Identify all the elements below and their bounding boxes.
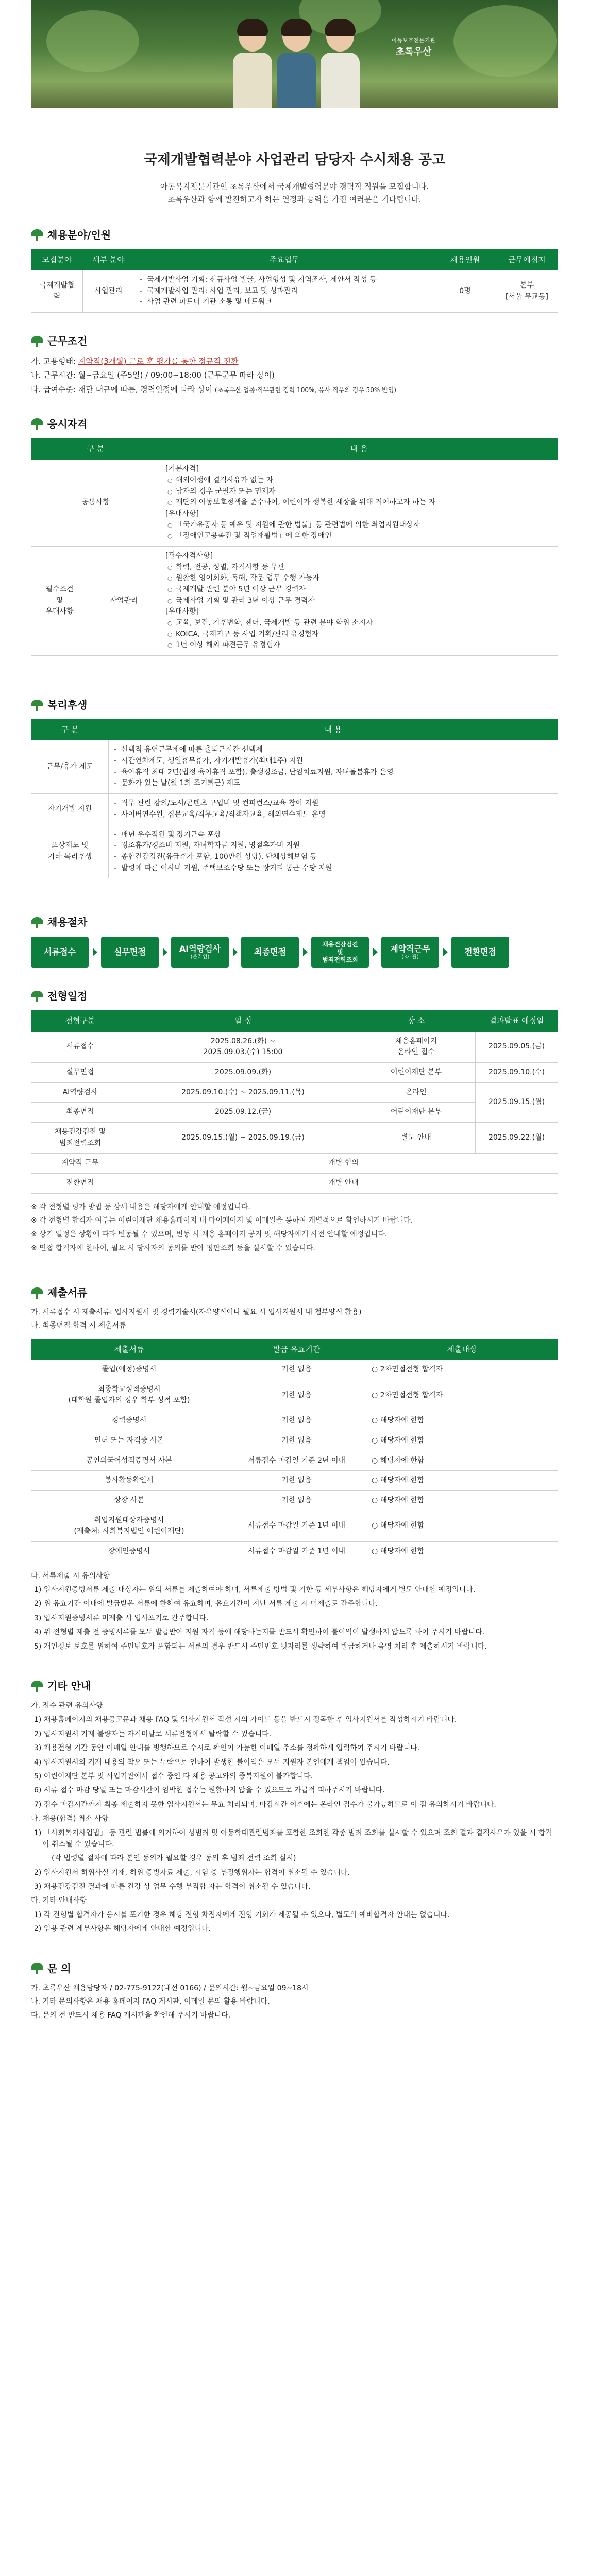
child-figure (319, 21, 361, 108)
arrow-right-icon (161, 948, 169, 956)
step-label: 실무면접 (114, 947, 146, 957)
bullet-icon: ○ (372, 1521, 380, 1530)
table-cell: 0명 (434, 270, 496, 313)
condition-text: 다. 급여수준: 재단 내규에 따름, 경력인정에 따라 상이 (31, 384, 213, 394)
table-cell: 2025.09.22.(월) (476, 1122, 558, 1153)
bullet-icon: ○ (372, 1476, 380, 1485)
list-item: 2) 위 유효기간 이내에 발급받은 서류에 한하여 유효하며, 유효기간이 지난 서류 제출 시 미제출로 간주합니다. (34, 1600, 378, 1608)
list-item: ○ 국제개발 관련 분야 5년 이상 근무 경력자 (165, 584, 552, 596)
target-text: 해당자에 한함 (380, 1476, 425, 1485)
step-label: 최종면접 (254, 947, 286, 957)
table-cell: 어린이재단 본부 (357, 1103, 476, 1123)
table-row (31, 546, 558, 655)
tree-icon (31, 991, 43, 1002)
table-cell (109, 794, 558, 825)
table-cell (160, 460, 558, 547)
section-heading-label: 기타 안내 (47, 1680, 91, 1692)
table-row (31, 270, 558, 313)
bullet-icon: ○ (372, 1391, 380, 1399)
section-welfare (31, 697, 558, 878)
recruit-table (31, 249, 558, 313)
table-header: 내 용 (160, 438, 558, 459)
arrow-right-icon (301, 948, 309, 956)
tree-icon (31, 700, 43, 711)
table-cell: 면허 또는 자격증 사본 (31, 1431, 227, 1451)
list-title: 다. 기타 안내사항 (31, 1896, 87, 1905)
table-cell (134, 270, 434, 313)
target-text: 해당자에 한함 (380, 1436, 425, 1445)
bullet-icon: ○ (372, 1456, 380, 1465)
contact-line: 다. 문의 전 반드시 채용 FAQ 게시판을 확인해 주시기 바랍니다. (31, 2011, 231, 2020)
tree-icon (31, 336, 43, 347)
table-cell: 전환면접 (31, 1174, 129, 1194)
note-line: ※ 상기 일정은 상황에 따라 변동될 수 있으며, 변동 시 채용 홈페이지 공지 및 해당자에게 사전 안내할 예정입니다. (31, 1230, 388, 1239)
table-cell (366, 1511, 558, 1541)
table-cell: 계약직 근무 (31, 1154, 129, 1174)
table-cell: 자기개발 지원 (31, 794, 109, 825)
list-item: 1) 각 전형별 합격자가 응시를 포기한 경우 해당 전형 차점자에게 전형 기회가 제공될 수 있으나, 별도의 예비합격자 안내는 없습니다. (34, 1910, 450, 1919)
list-item: - 사업 관련 파트너 기관 소통 및 네트워크 (140, 297, 429, 308)
list-item: 4) 입사지원서의 기재 내용의 착오 또는 누락으로 인하여 발생한 불이익은 모두 지원자 본인에게 책임이 있습니다. (34, 1758, 390, 1767)
list-item: - 문화가 있는 날(월 1회 조기퇴근) 제도 (114, 778, 552, 789)
banner-image (31, 0, 558, 108)
note-line: ※ 각 전형별 평가 방법 등 상세 내용은 해당자에게 안내할 예정입니다. (31, 1202, 250, 1211)
contact-lines (31, 1983, 558, 2022)
table-header: 주요업무 (134, 249, 434, 270)
table-cell: 채용홈페이지 온라인 접수 (357, 1031, 476, 1062)
arrow-right-icon (231, 948, 239, 956)
step-sublabel: (온라인) (190, 954, 210, 960)
banner-brand-text: 초록우산 (395, 46, 432, 58)
employment-type-link[interactable]: 계약직(3개월) 근로 후 평가를 통한 정규직 전환 (78, 357, 239, 366)
table-cell (366, 1541, 558, 1562)
table-row (31, 740, 558, 794)
list-item: ○ 재단의 아동보호정책을 준수하여, 어린이가 행복한 세상을 위해 거여하고자 하는 자 (165, 497, 552, 509)
banner-small-text: 아동보호전문기관 (392, 37, 436, 44)
condition-note: (초록우산 업종·직무관련 경력 100%, 유사 직무의 경우 50% 반영) (215, 386, 396, 394)
section-heading-label: 응시자격 (47, 417, 88, 430)
table-cell: 개별 협의 (129, 1154, 558, 1174)
table-cell: 2025.09.12.(금) (129, 1103, 357, 1123)
table-cell: 필수조건 및 우대사항 (31, 546, 88, 655)
table-cell (160, 546, 558, 655)
table-row (31, 1411, 558, 1431)
list-title: [기본자격] (165, 465, 199, 473)
list-item: - 종합건강검진(유급휴가 포함, 100만원 상당), 단체상해보험 등 (114, 852, 552, 863)
list-item: - 육아휴직 최대 2년(법정 육아휴직 포함), 출생경조금, 난임치료지원, 자녀돌봄휴가 운영 (114, 767, 552, 778)
condition-line (31, 384, 558, 396)
process-step (171, 937, 229, 968)
section-conditions (31, 333, 558, 396)
list-item: 3) 입사지원증빙서류 미제출 시 입사포기로 간주합니다. (34, 1614, 209, 1622)
list-item: - 사이버연수원, 집문교육/직무교육/직책자교육, 해외연수제도 운영 (114, 809, 552, 821)
table-cell: 서류접수 (31, 1031, 129, 1062)
section-process (31, 914, 558, 968)
table-cell: 상장 사본 (31, 1490, 227, 1511)
target-text: 2차면접전형 합격자 (380, 1365, 443, 1374)
table-cell: 기한 없음 (227, 1431, 366, 1451)
schedule-notes (31, 1202, 558, 1255)
list-item: 2) 임용 관련 세부사항은 해당자에게 안내할 예정입니다. (34, 1925, 211, 1934)
list-item: - 시간연차제도, 생일휴무휴가, 자기개발휴가(최대1주) 지원 (114, 756, 552, 767)
table-row (31, 1511, 558, 1541)
section-heading (31, 1285, 558, 1301)
table-cell: 실무면접 (31, 1062, 129, 1082)
list-item: 2) 입사지원서 허위사실 기재, 허위 증빙자료 제출, 시험 중 부정행위자는 합격이 취소될 수 있습니다. (34, 1868, 350, 1877)
table-header: 근무예정지 (496, 249, 558, 270)
section-etc (31, 1678, 558, 1935)
section-heading (31, 697, 558, 713)
step-label: 계약직근무 (390, 944, 430, 954)
table-cell: 공통사항 (31, 460, 160, 547)
bullet-icon: ○ (372, 1416, 380, 1425)
table-cell: 2025.09.10.(수) (476, 1062, 558, 1082)
list-item: - 발령에 따른 이사비 지원, 주택보조수당 또는 장거리 통근 수당 지원 (114, 863, 552, 874)
process-step (101, 937, 159, 968)
target-text: 2차면접전형 합격자 (380, 1391, 443, 1399)
section-heading (31, 227, 558, 243)
tree-icon (31, 1963, 43, 1974)
section-heading (31, 416, 558, 432)
process-step (381, 937, 439, 968)
section-heading-label: 전형일정 (47, 990, 88, 1003)
list-item: 6) 서류 접수 마감 당일 또는 마감시간이 임박한 접수는 원활하지 않을 수 있으므로 가급적 피하주시기 바랍니다. (34, 1786, 385, 1795)
target-text: 해당자에 한함 (380, 1521, 425, 1530)
list-item: ○ 교육, 보건, 기후변화, 젠더, 국제개발 등 관련 분야 학위 소지자 (165, 618, 552, 629)
list-item: - 직무 관련 강의/도서/콘텐츠 구입비 및 컨퍼런스/교육 참여 지원 (114, 798, 552, 809)
section-heading-label: 문 의 (47, 1962, 71, 1975)
section-contact (31, 1961, 558, 2022)
table-cell (109, 825, 558, 878)
table-header: 결과발표 예정일 (476, 1011, 558, 1031)
section-heading (31, 333, 558, 349)
list-item: ○ 1년 이상 해외 파견근무 유경험자 (165, 640, 552, 651)
list-item: ○ 국제사업 기획 및 관리 3년 이상 근무 경력자 (165, 596, 552, 607)
table-cell (366, 1490, 558, 1511)
table-cell: 온라인 (357, 1082, 476, 1103)
table-header: 구 분 (31, 720, 109, 740)
condition-prefix: 가. 고용형태: (31, 357, 78, 366)
list-item: 7) 접수 마감시간까지 최종 제출하지 못한 입사지원서는 무효 처리되며, 마감시간 이후에는 온라인 접수가 불가능하므로 이 점 유의하시기 바랍니다. (34, 1800, 496, 1809)
page-title: 국제개발협력분야 사업관리 담당자 수시채용 공고 (143, 152, 446, 168)
table-cell: 2025.09.15.(월) ~ 2025.09.19.(금) (129, 1122, 357, 1153)
contact-line: 가. 초록우산 채용담당자 / 02-775-9122(내선 0166) / 문의시간: 월~금요일 09~18시 (31, 1984, 309, 1992)
section-qualification (31, 416, 558, 656)
tree-icon (31, 917, 43, 928)
schedule-table (31, 1010, 558, 1193)
documents-table (31, 1339, 558, 1562)
table-header: 제출대상 (366, 1339, 558, 1360)
target-text: 해당자에 한함 (380, 1547, 425, 1555)
list-item: 2) 입사지원서 기재 불량자는 자격미달로 서류전형에서 탈락할 수 있습니다. (34, 1730, 272, 1738)
table-row (31, 1490, 558, 1511)
table-cell: 사업관리 (88, 546, 160, 655)
table-row (31, 1031, 558, 1062)
table-cell: 2025.08.26.(화) ~ 2025.09.03.(수) 15:00 (129, 1031, 357, 1062)
table-header: 구 분 (31, 438, 160, 459)
table-cell: 졸업(예정)증명서 (31, 1360, 227, 1380)
child-figure (276, 21, 317, 108)
list-item: ○ 해외여행에 결격사유가 없는 자 (165, 475, 552, 486)
step-sublabel: (3개월) (401, 954, 419, 960)
section-recruit (31, 227, 558, 313)
intro-line: 초록우산과 함께 발전하고자 하는 열정과 능력을 가진 여러분을 기다립니다. (167, 195, 422, 205)
table-row (31, 1431, 558, 1451)
table-cell: 2025.09.15.(월) (476, 1082, 558, 1122)
table-cell: 별도 안내 (357, 1122, 476, 1153)
list-item: - 선택적 유연근무제에 따른 출퇴근시간 선택제 (114, 744, 552, 756)
process-step (241, 937, 299, 968)
table-row (31, 1122, 558, 1153)
note-line: ※ 면접 합격자에 한하여, 필요 시 당사자의 동의를 받아 평판조회 등을 실시할 수 있습니다. (31, 1244, 315, 1252)
table-header: 일 정 (129, 1011, 357, 1031)
table-cell: 채용건강검진 및 범죄전력조회 (31, 1122, 129, 1153)
table-cell: 기한 없음 (227, 1471, 366, 1491)
table-row (31, 1471, 558, 1491)
process-step (31, 937, 89, 968)
list-title: [우대사항] (165, 607, 199, 616)
list-item: ○ 「장애인고용촉진 및 직업재활법」에 의한 장애인 (165, 531, 552, 542)
list-title: [필수자격사항] (165, 551, 213, 560)
contact-line: 나. 기타 문의사항은 채용 홈페이지 FAQ 게시판, 이메일 문의 활용 바랍니다. (31, 1997, 270, 2006)
child-figure (232, 21, 273, 108)
section-heading (31, 914, 558, 930)
bullet-icon: ○ (372, 1365, 380, 1374)
table-row (31, 1380, 558, 1411)
table-header: 모집분야 (31, 249, 83, 270)
table-cell: 서류접수 마감일 기준 1년 이내 (227, 1541, 366, 1562)
table-cell: 장애인증명서 (31, 1541, 227, 1562)
table-cell (366, 1451, 558, 1471)
table-header: 장 소 (357, 1011, 476, 1031)
table-row (31, 1541, 558, 1562)
table-cell: 기한 없음 (227, 1380, 366, 1411)
table-cell: 최종학교성적증명서 (대학원 졸업자의 경우 학부 성적 포함) (31, 1380, 227, 1411)
section-schedule (31, 988, 558, 1254)
list-title: 가. 접수 관련 유의사항 (31, 1702, 103, 1710)
table-row (31, 1174, 558, 1194)
etc-list (31, 1700, 558, 1935)
list-title: [우대사항] (165, 509, 199, 518)
list-item: 4) 위 전형별 제출 전 증빙서류를 모두 발급받아 지원 자격 등에 해당하는지를 반드시 확인하여 불이익이 발생하지 않도록 하여 주시기 바랍니다. (34, 1628, 485, 1637)
list-item: - 경조휴가/경조비 지원, 자녀학자금 지원, 명절휴가비 지원 (114, 840, 552, 852)
table-cell (366, 1411, 558, 1431)
intro-text (31, 180, 558, 207)
documents-notes (31, 1570, 558, 1652)
list-item: 3) 채용건강검진 결과에 따른 건강 상 업무 수행 부적합 자는 합격이 취소될 수 있습니다. (34, 1883, 311, 1891)
section-heading (31, 1961, 558, 1977)
list-item: 1) 「사회복지사업법」 등 관련 법률에 의거하여 성범죄 및 아동학대관련범죄를 포함한 조회한 각종 범죄 조회를 실시할 수 있으며 조회 결과 결격사유가 있을 시 합격이 취소될 수 있습니다. (34, 1828, 552, 1849)
table-header: 채용인원 (434, 249, 496, 270)
note-line: ※ 각 전형별 합격자 여부는 어린이재단 채용홈페이지 내 마이페이지 및 이메일을 통하여 개별적으로 확인하시기 바랍니다. (31, 1216, 413, 1225)
list-item: - 국제개발사업 기획: 신규사업 발굴, 사업형성 및 지역조사, 제안서 작성 등 (140, 275, 429, 286)
table-cell: 서류접수 마감일 기준 1년 이내 (227, 1511, 366, 1541)
table-cell (109, 740, 558, 794)
list-item: (각 법령별 절차에 따라 본인 동의가 필요할 경우 동의 후 범죄 전력 조회 실시) (52, 1854, 296, 1863)
list-item: 5) 개인정보 보호를 위하여 주민번호가 포함되는 서류의 경우 반드시 주민번호 뒷자리를 생략하여 발급하거나 음영 처리 후 제출하시기 바랍니다. (34, 1642, 487, 1651)
table-row (31, 825, 558, 878)
intro-line: 가. 서류접수 시 제출서류: 입사지원서 및 경력기술서(자유양식이나 필요 시 입사지원서 내 첨부양식 활용) (31, 1308, 362, 1317)
process-step (311, 937, 369, 968)
section-heading (31, 1678, 558, 1694)
table-cell: 기한 없음 (227, 1490, 366, 1511)
section-heading-label: 제출서류 (47, 1286, 88, 1299)
table-cell (366, 1380, 558, 1411)
table-cell: 국제개발협력 (31, 270, 83, 313)
tree-icon (31, 1681, 43, 1692)
intro-line: 나. 최종면접 합격 시 제출서류 (31, 1321, 126, 1330)
tree-icon (31, 1287, 43, 1299)
section-documents (31, 1285, 558, 1652)
table-header: 내 용 (109, 720, 558, 740)
list-title: 다. 서류제출 시 유의사항 (31, 1571, 110, 1580)
table-cell: 2025.09.10.(수) ~ 2025.09.11.(목) (129, 1082, 357, 1103)
arrow-right-icon (91, 948, 98, 956)
table-header: 세부 분야 (83, 249, 134, 270)
table-cell: 취업지원대상자증명서 (제출처: 사회복지법인 어린이재단) (31, 1511, 227, 1541)
table-cell: 본부 [서울 무교동] (496, 270, 558, 313)
bullet-icon: ○ (372, 1547, 380, 1555)
list-item: 5) 어린이재단 본부 및 사업기관에서 접수 중인 타 채용 공고와의 중복지원이 불가합니다. (34, 1772, 313, 1781)
list-item: 1) 입사지원증빙서류 제출 대상자는 위의 서류를 제출하여야 하며, 서류제출 방법 및 기한 등 세부사항은 해당자에게 별도 안내할 예정입니다. (34, 1586, 476, 1595)
section-heading-label: 복리후생 (47, 699, 88, 711)
table-header: 발급 유효기간 (227, 1339, 366, 1360)
list-item: 1) 채용홈페이지의 채용공고문과 채용 FAQ 및 입사지원서 작성 시의 가이드 등을 반드시 정독한 후 입사지원서를 작성하시기 바랍니다. (34, 1716, 457, 1724)
table-cell: 2025.09.05.(금) (476, 1031, 558, 1062)
section-heading-label: 채용절차 (47, 916, 88, 929)
table-row (31, 1062, 558, 1082)
qualification-table (31, 438, 558, 656)
target-text: 해당자에 한함 (380, 1416, 425, 1425)
table-cell: 사업관리 (83, 270, 134, 313)
table-cell: 서류접수 마감일 기준 2년 이내 (227, 1451, 366, 1471)
table-cell: 근무/휴가 제도 (31, 740, 109, 794)
table-header: 제출서류 (31, 1339, 227, 1360)
bullet-icon: ○ (372, 1496, 380, 1504)
table-row (31, 1154, 558, 1174)
table-row (31, 1082, 558, 1103)
step-label: AI역량검사 (179, 944, 221, 954)
target-text: 해당자에 한함 (380, 1496, 425, 1504)
section-heading (31, 988, 558, 1004)
list-item: ○ 남자의 경우 군필자 또는 면제자 (165, 486, 552, 498)
section-heading-label: 채용분야/인원 (47, 228, 111, 241)
table-cell: 기한 없음 (227, 1360, 366, 1380)
target-text: 해당자에 한함 (380, 1456, 425, 1465)
arrow-right-icon (372, 948, 379, 956)
arrow-right-icon (442, 948, 449, 956)
table-cell: 포상제도 및 기타 복리후생 (31, 825, 109, 878)
intro-line: 아동복지전문기관인 초록우산에서 국제개발협력분야 경력직 직원을 모집합니다. (160, 181, 429, 191)
banner-logo (392, 36, 435, 59)
process-steps (31, 937, 558, 968)
list-title: 나. 채용(합격) 취소 사항 (31, 1815, 109, 1823)
step-label: 채용건강검진 및 범죄전력조회 (322, 940, 358, 963)
table-cell (366, 1360, 558, 1380)
table-row (31, 794, 558, 825)
table-cell: 경력증명서 (31, 1411, 227, 1431)
table-cell: 봉사활동확인서 (31, 1471, 227, 1491)
list-item: ○ 「국가유공자 등 예우 및 지원에 관한 법률」등 관련법에 의한 취업지원대상자 (165, 520, 552, 531)
table-row (31, 1360, 558, 1380)
process-step (451, 937, 509, 968)
table-cell: 개별 안내 (129, 1174, 558, 1194)
welfare-table (31, 719, 558, 878)
condition-line: 나. 근무시간: 월~금요일 (주5일) / 09:00~18:00 (근무군무 따라 상이) (31, 370, 275, 380)
section-heading-label: 근무조건 (47, 335, 88, 348)
table-cell: 기한 없음 (227, 1411, 366, 1431)
table-cell: 공인외국어성적증명서 사본 (31, 1451, 227, 1471)
table-cell: 어린이재단 본부 (357, 1062, 476, 1082)
table-header: 전형구분 (31, 1011, 129, 1031)
condition-line (31, 355, 558, 367)
table-cell (366, 1431, 558, 1451)
tree-icon (31, 418, 43, 430)
documents-intro (31, 1307, 558, 1331)
list-item: - 국제개발사업 관리: 사업 관리, 보고 및 성과관리 (140, 286, 429, 297)
table-cell: 최종면접 (31, 1103, 129, 1123)
list-item: - 매년 우수직원 및 장기근속 포상 (114, 829, 552, 841)
table-cell (366, 1471, 558, 1491)
step-label: 서류접수 (44, 947, 76, 957)
table-row (31, 1451, 558, 1471)
list-item: ○ 학력, 전공, 성별, 자격사항 등 무관 (165, 562, 552, 573)
list-item: 3) 채용전형 기간 동안 이메일 안내를 병행하므로 수시로 확인이 가능한 이메일 주소를 정확하게 입력하여 주시기 바랍니다. (34, 1744, 420, 1753)
list-item: ○ 원활한 영어회화, 독해, 작문 업무 수행 가능자 (165, 573, 552, 584)
table-cell: AI역량검사 (31, 1082, 129, 1103)
list-item: ○ KOICA, 국제기구 등 사업 기획/관리 유경험자 (165, 629, 552, 640)
bullet-icon: ○ (372, 1436, 380, 1445)
tree-icon (31, 229, 43, 241)
table-row (31, 460, 558, 547)
table-cell: 2025.09.09.(화) (129, 1062, 357, 1082)
step-label: 전환면접 (464, 947, 496, 957)
